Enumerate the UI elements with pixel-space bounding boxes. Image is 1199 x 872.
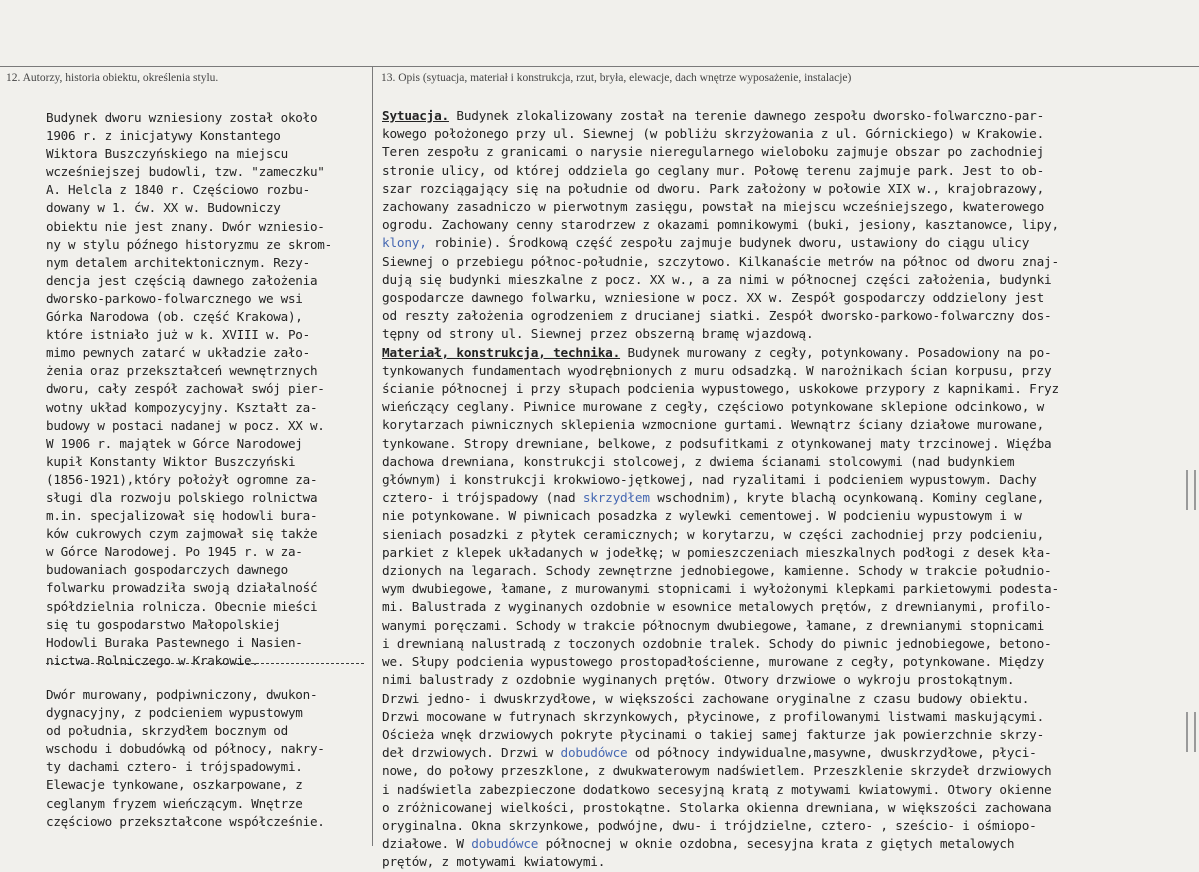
summary-text-block: [46, 686, 368, 831]
history-line: w Górce Narodowej. Po 1945 r. w za-: [46, 544, 303, 560]
description-line: tynkowane. Stropy drewniane, belkowe, z podsufitkami z otynkowanej maty trzcinowej. Więźba: [382, 435, 1052, 451]
description-line: wieńczący ceglany. Piwnice murowane z cegły, częściowo potynkowane sklepione odcinkowo, w: [382, 399, 1045, 415]
history-line: obiektu nie jest znany. Dwór wzniesio-: [46, 218, 325, 234]
binder-hole-mark: [1186, 712, 1196, 752]
history-line: nym detalem architektonicznym. Rezy-: [46, 254, 310, 270]
description-line: Drzwi jedno- i dwuskrzydłowe, w większości zachowane oryginalne z czasu budowy obiektu.: [382, 690, 1030, 706]
description-line: we. Słupy podcienia wypustowego prostopadłościenne, murowane z cegły, potynkowane. Między: [382, 654, 1045, 670]
history-line: dworsko-parkowo-folwarcznego we wsi: [46, 290, 303, 306]
summary-line: ty dachami cztero- i trójspadowymi.: [46, 759, 303, 775]
highlighted-word: klony,: [382, 235, 427, 251]
description-line: Budynek murowany z cegły, potynkowany. Posadowiony na po-: [620, 344, 1052, 360]
description-line: wschodnim), kryte blachą ocynkowaną. Kominy ceglane,: [649, 490, 1045, 506]
summary-line: dygnacyjny, z podcieniem wypustowym: [46, 705, 303, 721]
description-line: Budynek zlokalizowany został na terenie dawnego zespołu dworsko-folwarczno-par-: [448, 108, 1045, 123]
description-line: od reszty założenia ogrodzeniem z drucianej siatki. Zespół dworsko-parkowo-folwarczny dos-: [382, 308, 1052, 324]
summary-line: Dwór murowany, podpiwniczony, dwukon-: [46, 687, 318, 702]
history-line: dencja jest częścią dawnego założenia: [46, 272, 318, 288]
description-line: od północy indywidualne,masywne, dwuskrzydłowe, płyci-: [627, 745, 1037, 761]
history-line: żenia oraz przekształceń wewnętrznych: [46, 363, 318, 379]
top-divider-line: [0, 66, 1199, 67]
description-line: cztero- i trójspadowy (nad: [382, 490, 583, 506]
binder-hole-mark: [1186, 470, 1196, 510]
history-line: kupił Konstanty Wiktor Buszczyński: [46, 453, 296, 469]
history-line: budowy w postaci nadanej w pocz. XX w.: [46, 417, 325, 433]
history-line: się tu gospodarstwo Małopolskiej: [46, 616, 281, 632]
history-line: A. Helcla z 1840 r. Częściowo rozbu-: [46, 182, 310, 198]
description-line: Siewnej o przebiegu północ-południe, szczytowo. Kilkanaście metrów na północ od dworu znaj-: [382, 253, 1059, 269]
description-line: dachowa drewniana, konstrukcji stolcowej, z dwiema ścianami stolcowymi (nad budynkiem: [382, 453, 1015, 469]
description-line: działowe. W: [382, 836, 472, 852]
dashed-separator: [46, 663, 364, 664]
history-line: dowany w 1. ćw. XX w. Budowniczy: [46, 200, 281, 216]
history-line: Wiktora Buszczyńskiego na miejscu: [46, 146, 288, 162]
description-line: stronie ulicy, od której oddziela go ceglany mur. Połowę terenu zajmuje park. Jest to ob-: [382, 162, 1045, 178]
history-line: ny w stylu późnego historyzmu ze skrom-: [46, 236, 332, 252]
history-line: 1906 r. z inicjatywy Konstantego: [46, 128, 281, 144]
section-13-header: 13. Opis (sytuacja, materiał i konstrukcja, rzut, bryła, elewacje, dach wnętrze wyposażenie, instalacje): [381, 72, 852, 84]
description-text-block: [382, 107, 1194, 872]
history-line: spółdzielnia rolnicza. Obecnie mieści: [46, 598, 318, 614]
description-line: głównym) i konstrukcji krokwiowo-jętkowej, nad ryzalitami i podcieniem wypustowym. Dachy: [382, 472, 1037, 488]
description-line: Teren zespołu z granicami o narysie nieregularnego wieloboku zajmuje obszar po zachodniej: [382, 144, 1045, 160]
history-line: Budynek dworu wzniesiony został około: [46, 110, 318, 125]
description-line: szar rozciągający się na południe od dworu. Park założony w połowie XIX w., krajobrazowy,: [382, 180, 1045, 196]
description-line: kowego położonego przy ul. Siewnej (w pobliżu skrzyżowania z ul. Górnickiego) w Krakowie.: [382, 126, 1045, 142]
history-line: które istniało już w k. XVIII w. Po-: [46, 327, 310, 343]
description-line: wym dwubiegowe, łamane, z murowanymi stopnicami i wyłożonymi klepkami parkietowymi podesta-: [382, 581, 1059, 597]
history-line: dworu, cały zespół zachował swój pier-: [46, 381, 325, 397]
heading-situation: Sytuacja.: [382, 108, 449, 123]
description-line: Drzwi mocowane w futrynach skrzynkowych, płycinowe, z profilowanymi listwami maskującymi.: [382, 708, 1045, 724]
history-line: ków cukrowych czym zajmował się także: [46, 526, 318, 542]
description-line: dują się budynki mieszkalne z pocz. XX w., a za nimi w północnej części założenia, budynki: [382, 271, 1052, 287]
summary-line: ceglanym fryzem wieńczącym. Wnętrze: [46, 795, 303, 811]
description-line: zachowany zasadniczo w pierwotnym zasięgu, powstał na miejscu wcześniejszego, kwaterowego: [382, 199, 1045, 215]
description-line: i drewnianą nalustradą z toczonych ozdobnie tralek. Schody do piwnic jednobiegowe, betono-: [382, 635, 1052, 651]
history-line: W 1906 r. majątek w Górce Narodowej: [46, 435, 303, 451]
heading-material: Materiał, konstrukcja, technika.: [382, 344, 621, 360]
history-line: wotny układ kompozycyjny. Kształt za-: [46, 399, 318, 415]
description-line: sieniach posadzki z płytek ceramicznych; w korytarzu, w części zachodniej przy podcieniu,: [382, 526, 1045, 542]
history-line: nictwa Rolniczego w Krakowie.: [46, 652, 259, 668]
summary-line: od południa, skrzydłem bocznym od: [46, 723, 288, 739]
history-line: (1856-1921),który położył ogromne za-: [46, 471, 318, 487]
description-line: prętów, z motywami kwiatowymi.: [382, 854, 606, 870]
summary-line: częściowo przekształcone współcześnie.: [46, 813, 325, 829]
highlighted-word: skrzydłem: [582, 490, 650, 506]
column-divider-line: [372, 66, 373, 846]
description-line: nie potynkowane. W piwnicach posadzka z wylewki cementowej. W podcieniu wypustowym i w: [382, 508, 1022, 524]
description-line: Ościeża wnęk drzwiowych pokryte płycinami o takiej samej fakturze jak powierzchnie skrzy-: [382, 726, 1045, 742]
description-line: ścianie północnej i przy słupach podcienia wypustowego, uskokowe przypory z kapnikami. Fryz: [382, 381, 1059, 397]
history-line: Górka Narodowa (ob. część Krakowa),: [46, 309, 303, 325]
description-line: o zróżnicowanej wielkości, prostokątne. Stolarka okienna drewniana, w większości zachowana: [382, 799, 1052, 815]
section-12-header: 12. Autorzy, historia obiektu, określenia stylu.: [6, 72, 219, 84]
history-line: budowaniach gospodarczych dawnego: [46, 562, 288, 578]
description-line: północnej w oknie ozdobna, secesyjna krata z giętych metalowych: [538, 836, 1015, 852]
history-line: wcześniejszej budowli, tzw. "zameczku": [46, 164, 325, 180]
description-line: nimi balustrady z ozdobnie wyginanych prętów. Otwory drzwiowe o wykroju prostokątnym.: [382, 672, 1015, 688]
summary-line: wschodu i dobudówką od północy, nakry-: [46, 741, 325, 757]
history-text-block: [46, 109, 368, 670]
description-line: ogrodu. Zachowany cenny starodrzew z okazami pomnikowymi (buki, jesiony, kasztanowce, lipy,: [382, 217, 1059, 233]
highlighted-word: dobudówce: [560, 745, 628, 761]
summary-line: Elewacje tynkowane, oszkarpowane, z: [46, 777, 303, 793]
description-line: i nadświetla zabezpieczone dodatkowo secesyjną kratą z motywami kwiatowymi. Otwory okienne: [382, 781, 1052, 797]
description-line: nowe, do połowy przeszklone, z dwukwaterowym nadświetlem. Przeszklenie skrzydeł drzwiowych: [382, 763, 1052, 779]
description-line: korytarzach piwnicznych sklepienia wzmocnione gurtami. Wewnątrz ściany działowe murowane,: [382, 417, 1045, 433]
history-line: mimo pewnych zatarć w układzie zało-: [46, 345, 310, 361]
description-line: tępny od strony ul. Siewnej przez obszerną bramę wjazdową.: [382, 326, 814, 342]
description-line: oryginalna. Okna skrzynkowe, podwójne, dwu- i trójdzielne, cztero- , sześcio- i ośmiopo-: [382, 817, 1037, 833]
description-line: mi. Balustrada z wyginanych ozdobnie w esownice metalowych prętów, z drewnianymi, profilo-: [382, 599, 1052, 615]
description-line: wanymi poręczami. Schody w trakcie północnym dwubiegowe, łamane, z drewnianymi stopnicami: [382, 617, 1045, 633]
description-line: deł drzwiowych. Drzwi w: [382, 745, 561, 761]
description-line: dzionych na legarach. Schody zewnętrzne jednobiegowe, kamienne. Schody w trakcie południo-: [382, 563, 1052, 579]
description-line: robinie). Środkową część zespołu zajmuje budynek dworu, ustawiony do ciągu ulicy: [426, 235, 1030, 251]
history-line: m.in. specjalizował się hodowli bura-: [46, 508, 318, 524]
highlighted-word: dobudówce: [471, 836, 539, 852]
description-line: parkiet z klepek układanych w jodełkę; w pomieszczeniach mieszkalnych podłogi z desek kła-: [382, 544, 1052, 560]
history-line: sługi dla rozwoju polskiego rolnictwa: [46, 489, 318, 505]
description-line: tynkowanych fundamentach wyodrębnionych z muru odsadzką. W narożnikach ścian korpusu, przy: [382, 362, 1052, 378]
history-line: Hodowli Buraka Pastewnego i Nasien-: [46, 634, 303, 650]
history-line: folwarku prowadziła swoją działalność: [46, 580, 318, 596]
description-line: gospodarcze dawnego folwarku, wzniesione w pocz. XX w. Zespół gospodarczy oddzielony jest: [382, 290, 1045, 306]
